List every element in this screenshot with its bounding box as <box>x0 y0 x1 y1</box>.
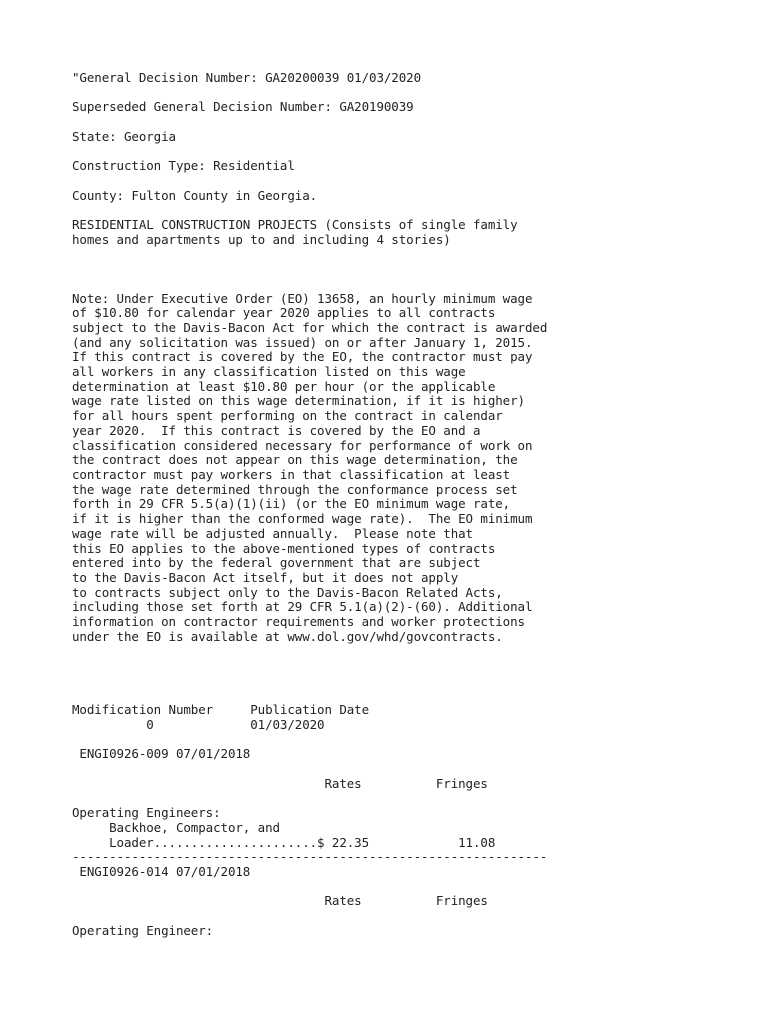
wage-determination-text: "General Decision Number: GA20200039 01/03/2020 Superseded General Decision Number: GA20190039 State: Georgia Construction Type: Residential County: Fulton County in Georgia. RESIDENTIAL CONSTRUCTION PROJECTS (Consists of single family homes and apartments up to and including 4 stories) Note: Under Executive Order (EO) 13658, an hourly minimum wage of $10.80 for calendar year 2020 applies to all contracts subject to the Davis-Bacon Act for which the contract is awarded (and any solicitation was issued) on or after January 1, 2015. If this contract is covered by the EO, the contractor must pay all workers in any classification listed on this wage determination at least $10.80 per hour (or the applicable wage rate listed on this wage determination, if it is higher) for all hours spent performing on the contract in calendar year 2020. If this contract is covered by the EO and a classification considered necessary for performance of work on the contract does not appear on this wage determination, the contractor must pay workers in that classification at least the wage rate determined through the conformance process set forth in 29 CFR 5.5(a)(1)(ii) (or the EO minimum wage rate, if it is higher than the conformed wage rate). The EO minimum wage rate will be adjusted annually. Please note that this EO applies to the above-mentioned types of contracts entered into by the federal government that are subject to the Davis-Bacon Act itself, but it does not apply to contracts subject only to the Davis-Bacon Related Acts, including those set forth at 29 CFR 5.1(a)(2)-(60). Additional information on contractor requirements and worker protections under the EO is available at www.dol.gov/whd/govcontracts. Modification Number Publication Date 0 01/03/2020 ENGI0926-009 07/01/2018 Rates Fringes Operating Engineers: Backhoe, Compactor, and Loader......................$ 22.35 11.08 ---------------------------------------------------------------- ENGI0926-014 07/01/2018 Rates Fringes Operating Engineer: <box>72 70 548 938</box>
